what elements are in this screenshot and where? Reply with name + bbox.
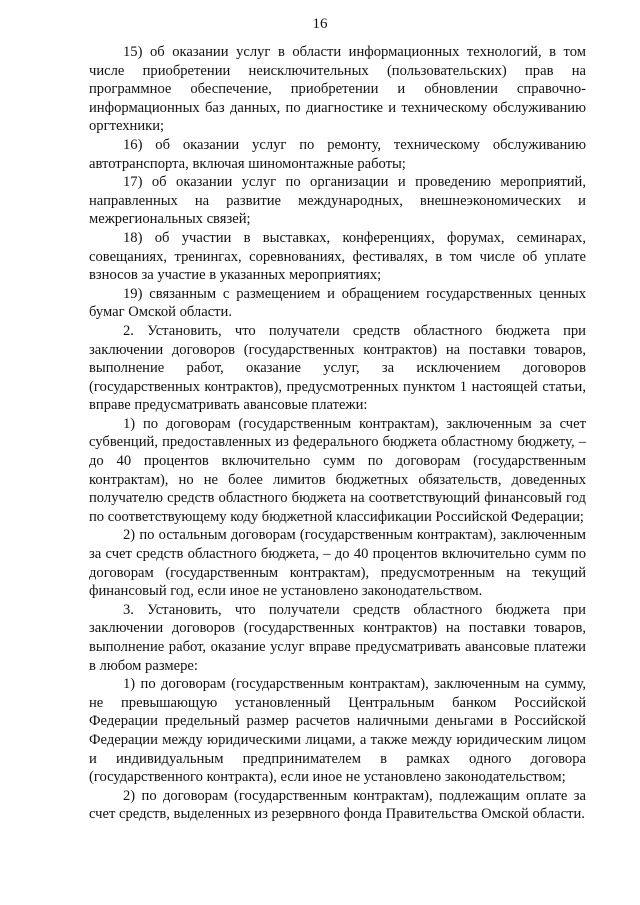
paragraph-clause-3-item-1: 1) по договорам (государственным контрактам), заключенным на сумму, не превышающую установленный Центральным банком Российской Федерации предельный размер расчетов наличными деньгами в Российской Федерации между юридическими лицами, а также между юридическим лицом и индивидуальным предпринимателем в рамках одного договора (государственного контракта), если иное не установлено законодательством; <box>89 676 586 786</box>
page-number: 16 <box>312 16 328 32</box>
paragraph-item-19: 19) связанным с размещением и обращением государственных ценных бумаг Омской области. <box>89 285 586 321</box>
paragraph-clause-3: 3. Установить, что получатели средств областного бюджета при заключении договоров (государственных контрактов) на поставки товаров, выполнение работ, оказание услуг вправе предусматривать авансовые платежи в любом размере: <box>89 601 586 674</box>
paragraph-item-16: 16) об оказании услуг по ремонту, техническому обслуживанию автотранспорта, включая шиномонтажные работы; <box>89 136 586 172</box>
paragraph-item-18: 18) об участии в выставках, конференциях, форумах, семинарах, совещаниях, тренингах, соревнованиях, фестивалях, в том числе об уплате взносов за участие в указанных мероприятиях; <box>89 229 586 284</box>
paragraph-item-17: 17) об оказании услуг по организации и проведению мероприятий, направленных на развитие международных, внешнеэкономических и межрегиональных связей; <box>89 174 586 228</box>
paragraph-clause-2-item-1: 1) по договорам (государственным контрактам), заключенным за счет субвенций, предоставленных из федерального бюджета областному бюджету, – до 40 процентов включительно сумм по договорам (государственным контрактам), но не более лимитов бюджетных обязательств, доведенных получателю средств областного бюджета на соответствующий финансовый год по соответствующему коду бюджетной классификации Российской Федерации; <box>89 415 586 525</box>
document-body <box>89 43 586 824</box>
paragraph-clause-3-item-2: 2) по договорам (государственным контрактам), подлежащим оплате за счет средств, выделенных из резервного фонда Правительства Омской области. <box>89 787 586 823</box>
paragraph-item-15: 15) об оказании услуг в области информационных технологий, в том числе приобретении неисключительных (пользовательских) прав на программное обеспечение, приобретении и обновлении справочно-информационных баз данных, по диагностике и техническому обслуживанию оргтехники; <box>89 44 586 135</box>
paragraph-clause-2-item-2: 2) по остальным договорам (государственным контрактам), заключенным за счет средств областного бюджета, – до 40 процентов включительно сумм по договорам (государственным контрактам), предусмотренным на текущий финансовый год, если иное не установлено законодательством. <box>89 527 586 600</box>
paragraph-clause-2: 2. Установить, что получатели средств областного бюджета при заключении договоров (государственных контрактов) на поставки товаров, выполнение работ, оказание услуг, за исключением договоров (государственных контрактов), предусмотренных пунктом 1 настоящей статьи, вправе предусматривать авансовые платежи: <box>89 322 586 414</box>
